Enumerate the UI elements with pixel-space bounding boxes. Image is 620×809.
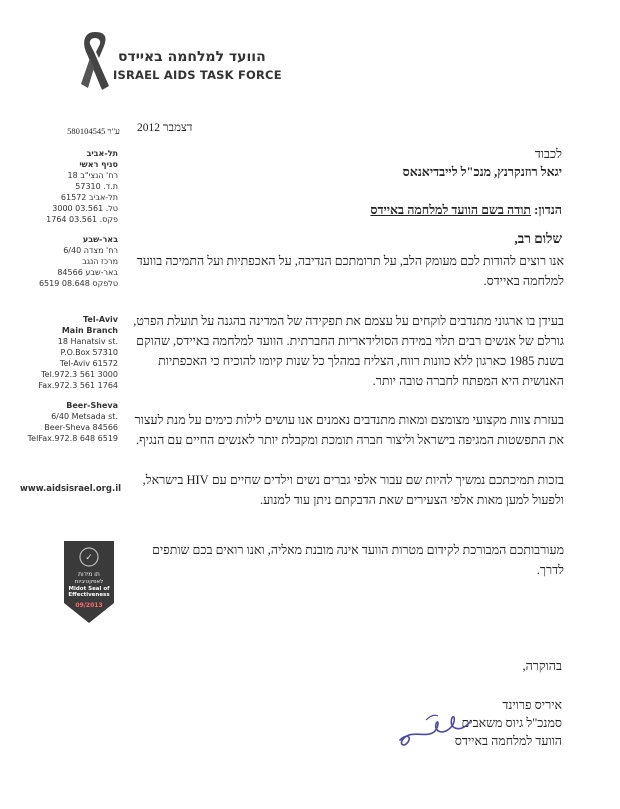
address-line: P.O.Box 57310	[60, 348, 118, 357]
branch-type: סניף ראשי	[79, 160, 118, 169]
seal-line3: Midot Seal of	[68, 586, 110, 592]
registration-number: ע"ר 580104545	[67, 126, 120, 136]
address-line: ת.ד. 57310	[75, 182, 118, 191]
tel-aviv-hebrew-address	[20, 148, 118, 225]
body-paragraph: בזכות תמיכתכם נמשיך להיות שם עבור אלפי גברים נשים וילדים שחיים עם HIV בישראל, ולפעול למען מאות אלפי הצעירים שאת הדבקתם ניתן עוד למנוע.	[142, 473, 564, 507]
address-line: רח' מצדה 6/40	[63, 246, 118, 255]
body-paragraph: בעזרת צוות מקצועי מצומצם ומאות מתנדבים נאמנים אנו עושים לילות כימים על מנת לעצור את התפשטות המגיפה בישראל וליצור חברה תומכת ומקבלת יותר לאנשים החיים עם הנגיף.	[134, 413, 564, 447]
midot-seal-badge	[56, 533, 122, 625]
awareness-ribbon-logo	[78, 28, 112, 96]
fax-line: פקס. 03.561 1764	[46, 215, 118, 224]
phone-line: טל. 03.561 3000	[52, 204, 118, 213]
handwritten-signature	[396, 708, 476, 750]
org-name-english: ISRAEL AIDS TASK FORCE	[113, 68, 282, 82]
body-paragraph: מעורבותכם המבורכת לקידום מטרות הוועד אינה מובנת מאליה, ואנו רואים בכם שותפים לדרך.	[152, 543, 564, 577]
seal-year: 09/2013	[75, 602, 103, 609]
recipient-name: יגאל רוזנקרנץ, מנכ"ל לייבדיאנאס	[402, 165, 562, 179]
seal-line4: Effectiveness	[68, 592, 110, 598]
org-name-hebrew: הוועד למלחמה באיידס	[118, 49, 266, 65]
address-line: 6/40 Metsada st.	[51, 412, 118, 421]
svg-text:✓: ✓	[85, 553, 93, 563]
beer-sheva-hebrew-address	[20, 234, 118, 289]
recipient-label: לכבוד	[534, 147, 562, 161]
branch-city: תל-אביב	[86, 149, 118, 158]
greeting: שלום רב,	[514, 231, 562, 246]
phone-line: TelFax.972.8 648 6519	[27, 434, 118, 443]
beer-sheva-english-address	[20, 400, 118, 444]
phone-line: טלפקס 08.648 6519	[38, 279, 118, 288]
branch-city: Tel-Aviv	[83, 315, 118, 324]
address-line: באר-שבע 84566	[57, 268, 118, 277]
address-line: Beer-Sheva 84566	[44, 423, 118, 432]
subject-value: תודה בשם הוועד למלחמה באיידס	[370, 203, 532, 217]
branch-type: Main Branch	[61, 326, 118, 335]
website-url: www.aidsisrael.org.il	[20, 484, 122, 494]
address-line: Tel-Aviv 61572	[59, 359, 118, 368]
closing-salutation: בהוקרה,	[522, 659, 562, 673]
address-line: 18 Hanatsiv st.	[57, 337, 118, 346]
address-line: רח' הנצי"ב 18	[67, 171, 118, 180]
seal-line1: תו מידות	[78, 571, 100, 578]
contact-sidebar	[20, 148, 118, 453]
signer-organization: הוועד למלחמה באיידס	[454, 734, 562, 748]
signer-title: סמנכ"ל גיוס משאבים	[461, 716, 562, 730]
phone-line: Tel.972.3 561 3000	[41, 370, 118, 379]
body-paragraph: אנו רוצים להודות לכם מעומק הלב, על תרומתכם הנדיבה, על האכפתיות ועל התמיכה בוועד למלחמה באיידס.	[136, 254, 564, 288]
seal-line2: לאפקטיביות	[74, 579, 104, 585]
branch-city: Beer-Sheva	[66, 401, 118, 410]
letter-date: דצמבר 2012	[137, 122, 193, 134]
fax-line: Fax.972.3 561 1764	[38, 381, 118, 390]
signer-name: איריס פרוינד	[502, 698, 562, 712]
address-line: תל-אביב 61572	[60, 193, 118, 202]
branch-city: באר-שבע	[82, 235, 118, 244]
tel-aviv-english-address	[20, 314, 118, 391]
address-line: מרכז הנגב	[82, 257, 118, 266]
subject-line	[220, 203, 562, 218]
body-paragraph: בעידן בו ארגוני מתנדבים לוקחים על עצמם את תפקידה של המדינה בהגנה על תועלת הפרט, גורלם של אנשים רבים תלוי במידת הסולידאריות החברתית. הוועד למלחמה באיידס, שהוקם בשנת 1985 כארגון ללא כוונות רווח, הצליח במהלך כל שנות קיומו להוכיח כי האכפתיות האנושית היא המפתח לחברה טובה יותר.	[133, 314, 564, 388]
subject-label: הנדון:	[534, 203, 562, 217]
